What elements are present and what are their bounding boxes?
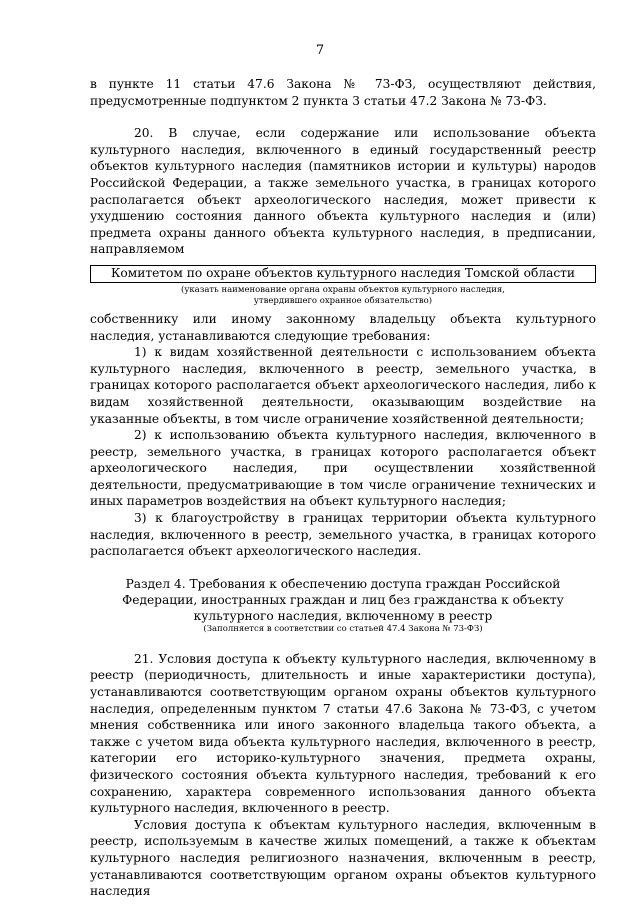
paragraph-20-continuation: собственнику или иному законному владельцу объекта культурного наследия, устанавливаются следующие требования: (90, 311, 596, 343)
paragraph-21: 21. Условия доступа к объекту культурного наследия, включенному в реестр (периодичность, длительность и иные характеристики доступа), устанавливаются соответствующим органом охраны объектов культурного наследия, определенным пунктом 7 статьи 47.6 Закона № 73-ФЗ, с учетом мнения собственника или иного законного владельца такого объекта, а также с учетом вида объекта культурного наследия, включенного в реестр, категории его историко-культурного значения, предмета охраны, физического состояния объекта культурного наследия, требований к его сохранению, характера современного использования данного объекта культурного наследия, включенного в реестр. (90, 651, 596, 816)
authority-name-box: Комитетом по охране объектов культурного наследия Томской области (90, 265, 596, 283)
section-4-note: (Заполняется в соответствии со статьей 47.4 Закона № 73-ФЗ) (203, 623, 483, 634)
requirement-item-3: 3) к благоустройству в границах территории объекта культурного наследия, включенного в реестр, земельного участка, в границах которого располагается объект археологического наследия. (90, 511, 596, 559)
requirement-item-2: 2) к использованию объекта культурного наследия, включенного в реестр, земельного участка, в границах которого располагается объект археологического наследия, при осуществлении хозяйственной деятельности, предусматривающие в том числе ограничение технических и иных параметров воздействия на объект культурного наследия; (90, 428, 596, 509)
section-4-title-line-2: Федерации, иностранных граждан и лиц без гражданства к объекту (122, 592, 564, 607)
authority-caption (90, 285, 596, 307)
paragraph-20: 20. В случае, если содержание или использование объекта культурного наследия, включенного в единый государственный реестр объектов культурного наследия (памятников истории и культуры) народов Российской Федерации, а также земельного участка, в границах которого располагается объект археологического наследия, может привести к ухудшению состояния данного объекта культурного наследия и (или) предмета охраны данного объекта культурного наследия, в предписании, направляемом (90, 126, 596, 257)
paragraph-intro: в пункте 11 статьи 47.6 Закона № 73-ФЗ, осуществляют действия, предусмотренные подпунктом 2 пункта 3 статьи 47.2 Закона № 73-ФЗ. (90, 77, 596, 108)
paragraph-21-b: Условия доступа к объектам культурного наследия, включенным в реестр, используемым в качестве жилых помещений, а также к объектам культурного наследия религиозного назначения, включенным в реестр, устанавливаются соответствующим органом охраны объектов культурного наследия (90, 817, 596, 899)
requirement-item-1: 1) к видам хозяйственной деятельности с использованием объекта культурного наследия, включенного в реестр, земельного участка, в границах которого располагается объект археологического наследия, либо к видам хозяйственной деятельности, оказывающим воздействие на указанные объекты, в том числе ограничение хозяйственной деятельности; (90, 345, 596, 426)
document-body (90, 76, 596, 900)
section-4-title-line-3: культурного наследия, включенному в реестр (193, 608, 493, 623)
section-4-title-line-1: Раздел 4. Требования к обеспечению доступа граждан Российской (125, 576, 561, 591)
section-4-title (90, 576, 596, 624)
authority-caption-line-1: (указать наименование органа охраны объектов культурного наследия, (181, 284, 505, 295)
page-number: 7 (315, 43, 325, 58)
authority-caption-line-2: утвердившего охранное обязательство) (253, 295, 433, 306)
